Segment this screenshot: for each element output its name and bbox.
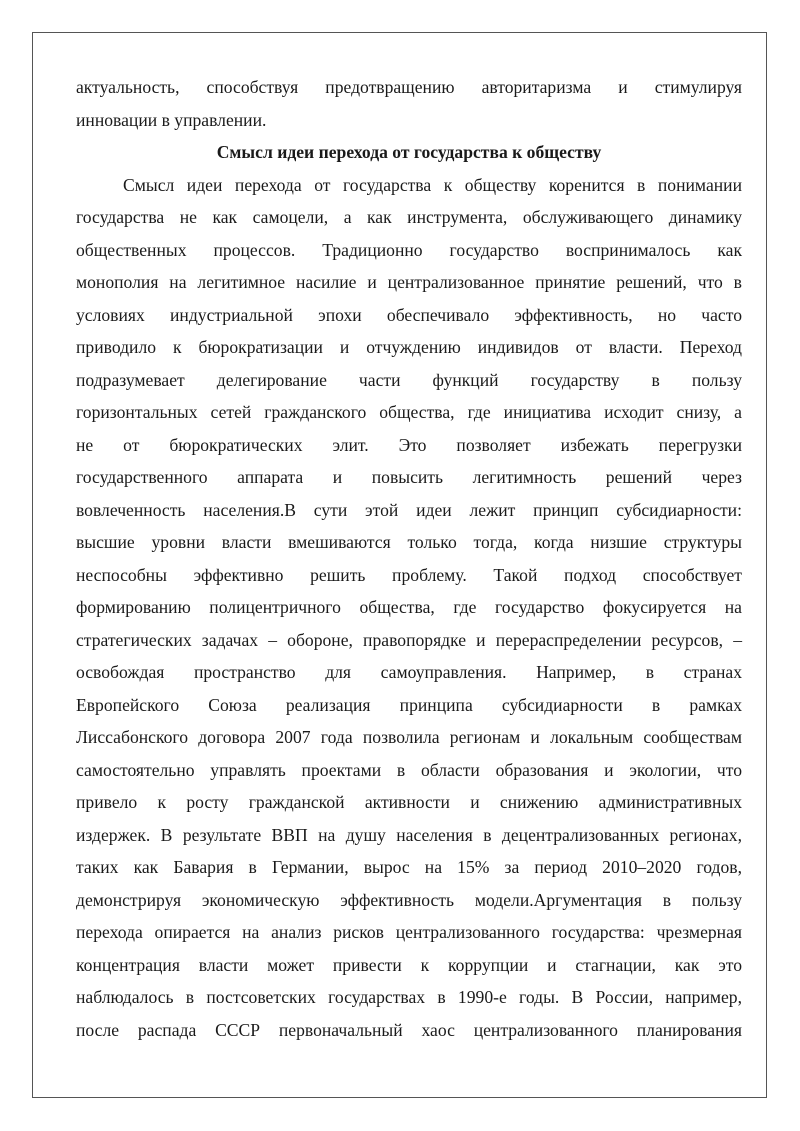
paragraph-line: не от бюрократических элит. Это позволяет избежать перегрузки xyxy=(76,434,742,455)
paragraph-line: после распада СССР первоначальный хаос централизованного планирования xyxy=(76,1019,742,1040)
document-body xyxy=(76,71,742,1046)
paragraph-line: Европейского Союза реализация принципа субсидиарности в рамках xyxy=(76,694,742,715)
paragraph-line: общественных процессов. Традиционно государство воспринималось как xyxy=(76,239,742,260)
paragraph-line: высшие уровни власти вмешиваются только тогда, когда низшие структуры xyxy=(76,532,742,552)
paragraph-line: издержек. В результате ВВП на душу населения в децентрализованных регионах, xyxy=(76,824,742,845)
paragraph-line: привело к росту гражданской активности и снижению административных xyxy=(76,792,742,812)
paragraph-line: концентрация власти может привести к коррупции и стагнации, как это xyxy=(76,954,742,975)
paragraph-line: наблюдалось в постсоветских государствах в 1990-е годы. В России, например, xyxy=(76,987,742,1007)
paragraph-line: самостоятельно управлять проектами в области образования и экологии, что xyxy=(76,759,742,780)
paragraph-line: приводило к бюрократизации и отчуждению индивидов от власти. Переход xyxy=(76,337,742,357)
paragraph-line: государства не как самоцели, а как инструмента, обслуживающего динамику xyxy=(76,207,742,227)
paragraph xyxy=(76,169,742,1047)
paragraph-line: освобождая пространство для самоуправления. Например, в странах xyxy=(76,662,742,682)
section-heading: Смысл идеи перехода от государства к обществу xyxy=(216,142,602,162)
continuation-line: актуальность, способствуя предотвращению авторитаризма и стимулируя xyxy=(76,77,742,97)
paragraph-line: Лиссабонского договора 2007 года позволила регионам и локальным сообществам xyxy=(76,727,742,747)
paragraph-line: формированию полицентричного общества, где государство фокусируется на xyxy=(76,597,742,617)
paragraph-line: условиях индустриальной эпохи обеспечивало эффективность, но часто xyxy=(76,304,742,325)
paragraph-line: Смысл идеи перехода от государства к обществу коренится в понимании xyxy=(123,174,742,195)
paragraph-line: неспособны эффективно решить проблему. Такой подход способствует xyxy=(76,564,742,585)
paragraph-line: вовлеченность населения.В сути этой идеи лежит принцип субсидиарности: xyxy=(76,499,742,520)
paragraph-line: демонстрируя экономическую эффективность модели.Аргументация в пользу xyxy=(76,889,742,910)
paragraph-line: перехода опирается на анализ рисков централизованного государства: чрезмерная xyxy=(76,922,742,942)
paragraph-line: монополия на легитимное насилие и централизованное принятие решений, что в xyxy=(76,272,742,292)
paragraph-line: стратегических задачах – обороне, правопорядке и перераспределении ресурсов, – xyxy=(76,629,742,650)
paragraph-line: подразумевает делегирование части функций государству в пользу xyxy=(76,369,742,390)
paragraph-line: таких как Бавария в Германии, вырос на 15% за период 2010–2020 годов, xyxy=(76,857,742,877)
paragraph-line: государственного аппарата и повысить легитимность решений через xyxy=(76,467,742,487)
continuation-line: инновации в управлении. xyxy=(76,109,267,130)
paragraph-line: горизонтальных сетей гражданского общества, где инициатива исходит снизу, а xyxy=(76,402,742,422)
